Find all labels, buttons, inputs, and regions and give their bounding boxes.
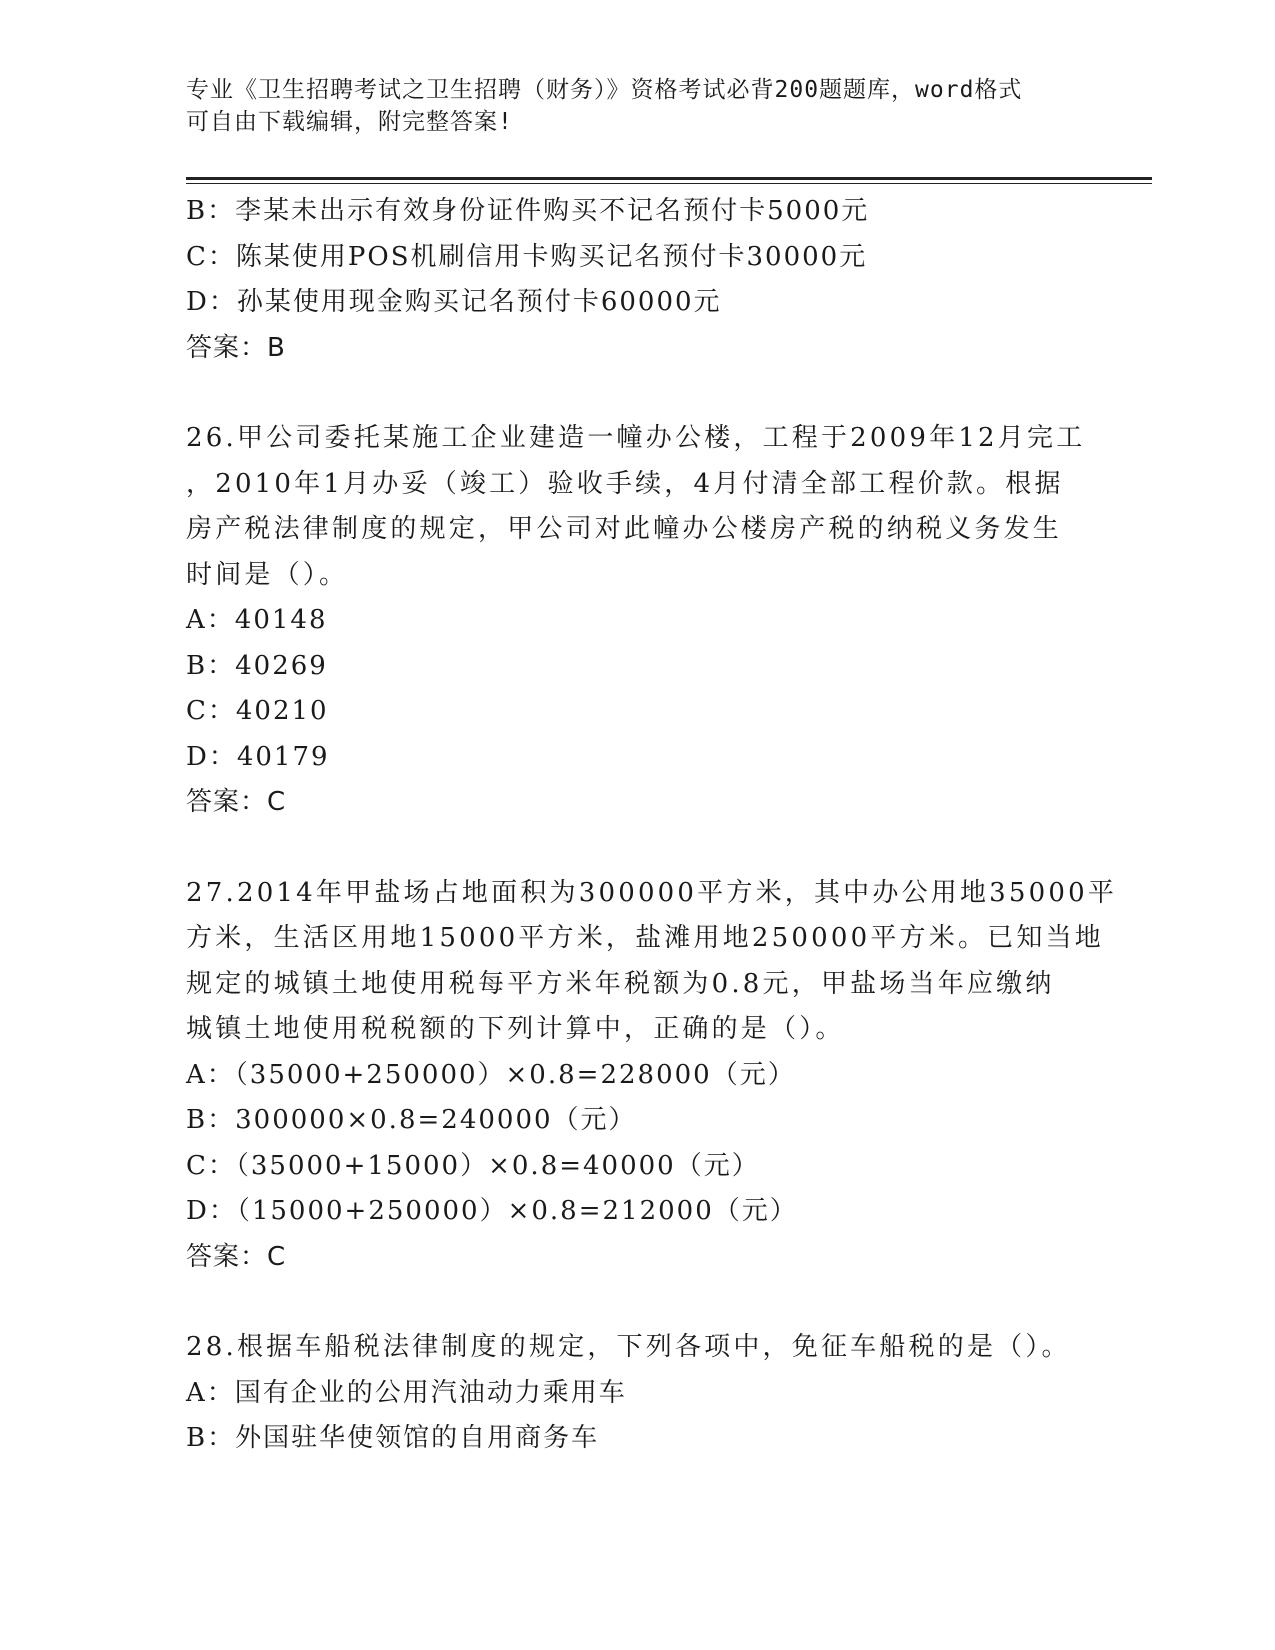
answer-line: 答案：B — [186, 332, 286, 363]
question-stem-line: 城镇土地使用税税额的下列计算中，正确的是（）。 — [186, 1014, 845, 1044]
header-divider-thin — [186, 183, 1152, 184]
question-stem-line: 房产税法律制度的规定，甲公司对此幢办公楼房产税的纳税义务发生 — [186, 514, 1063, 544]
question-27 — [186, 871, 1118, 1281]
document-header — [186, 74, 1066, 138]
option-d: D：孙某使用现金购买记名预付卡60000元 — [186, 287, 722, 317]
question-stem-line: 28.根据车船税法律制度的规定，下列各项中，免征车船税的是（）。 — [186, 1332, 1071, 1362]
option-d: D：40179 — [186, 741, 330, 772]
option-d: D：（15000+250000）×0.8=212000（元） — [186, 1196, 798, 1226]
option-c: C：（35000+15000）×0.8=40000（元） — [186, 1150, 760, 1181]
question-26 — [186, 416, 1086, 826]
option-b: B：外国驻华使领馆的自用商务车 — [186, 1423, 600, 1453]
option-c: C：40210 — [186, 696, 329, 726]
option-a: A：国有企业的公用汽油动力乘用车 — [186, 1377, 627, 1408]
question-stem-line: 方米，生活区用地15000平方米，盐滩用地250000平方米。已知当地 — [186, 923, 1104, 953]
header-title-line-2: 可自由下载编辑，附完整答案! — [186, 109, 513, 135]
answer-line: 答案：C — [186, 1241, 287, 1272]
option-b: B：40269 — [186, 650, 328, 681]
question-25-tail — [186, 189, 1086, 371]
question-28 — [186, 1325, 1086, 1462]
question-stem-line: 26.甲公司委托某施工企业建造一幢办公楼，工程于2009年12月完工 — [186, 423, 1086, 453]
option-b: B：李某未出示有效身份证件购买不记名预付卡5000元 — [186, 196, 870, 226]
question-list — [186, 189, 1118, 1462]
question-stem-line: 时间是（）。 — [186, 559, 349, 590]
answer-line: 答案：C — [186, 787, 287, 817]
question-stem-line: ，2010年1月办妥（竣工）验收手续，4月付清全部工程价款。根据 — [186, 468, 1064, 499]
option-a: A：40148 — [186, 605, 328, 635]
question-stem-line: 27.2014年甲盐场占地面积为300000平方米，其中办公用地35000平 — [186, 877, 1118, 908]
option-b: B：300000×0.8=240000（元） — [186, 1105, 637, 1135]
question-stem-line: 规定的城镇土地使用税每平方米年税额为0.8元，甲盐场当年应缴纳 — [186, 968, 1055, 999]
header-divider-thick — [186, 177, 1152, 180]
header-title-line-1: 专业《卫生招聘考试之卫生招聘（财务）》资格考试必背200题题库，word格式 — [186, 77, 1023, 103]
option-c: C：陈某使用POS机刷信用卡购买记名预付卡30000元 — [186, 241, 868, 272]
option-a: A：（35000+250000）×0.8=228000（元） — [186, 1059, 796, 1090]
